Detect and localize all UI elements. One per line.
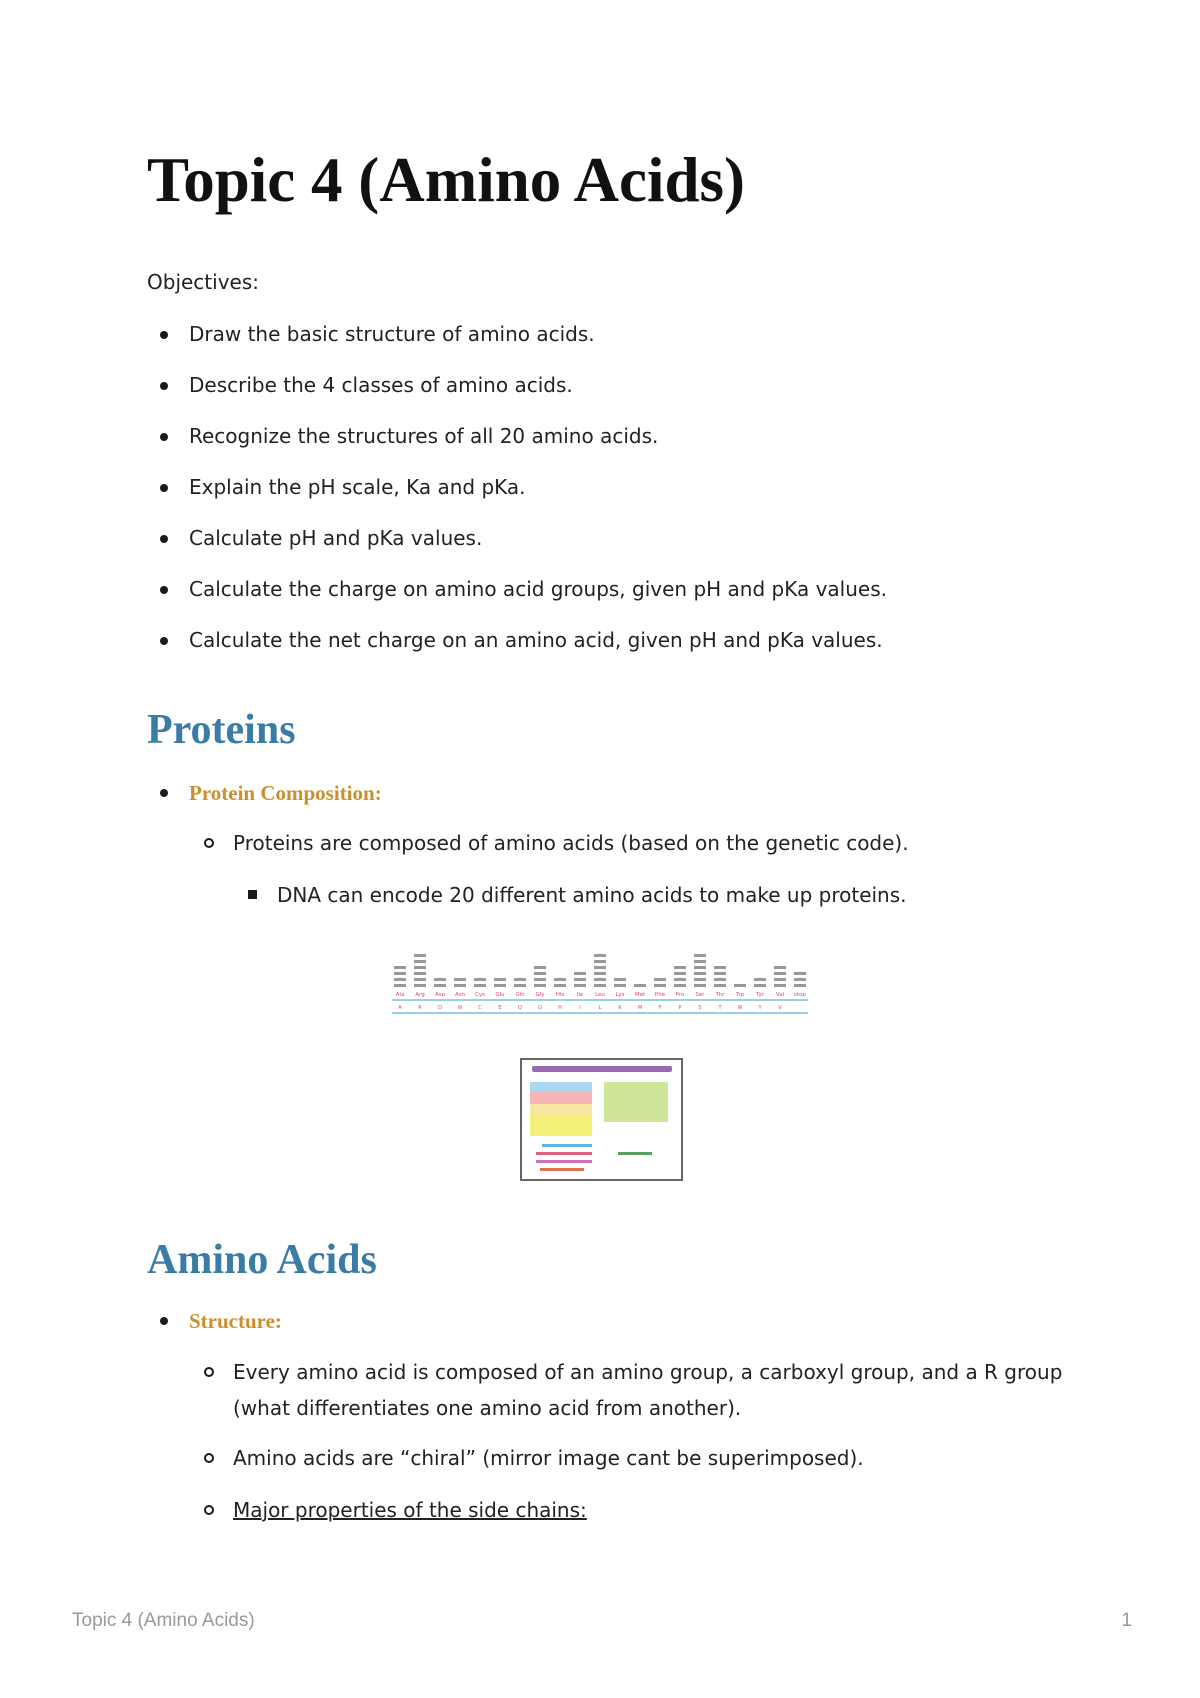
- amino-acid-label: Gln: [515, 992, 525, 998]
- codon-table-figure: [390, 940, 810, 1020]
- protein-composition-label: Protein Composition:: [189, 781, 382, 805]
- class-block-negative: [530, 1092, 592, 1104]
- legend-line: [540, 1168, 584, 1171]
- one-letter-code: R: [418, 1005, 422, 1011]
- codon-mark: [674, 972, 686, 975]
- bullet-icon: [160, 331, 168, 339]
- codon-mark: [534, 984, 546, 987]
- one-letter-code: L: [598, 1005, 602, 1011]
- footer-title: Topic 4 (Amino Acids): [72, 1610, 255, 1631]
- codon-mark: [494, 978, 506, 981]
- codon-mark: [714, 984, 726, 987]
- amino-acid-label: Ile: [576, 992, 584, 998]
- one-letter-code: A: [398, 1005, 402, 1011]
- codon-mark: [774, 972, 786, 975]
- codon-mark: [434, 978, 446, 981]
- legend-line: [618, 1152, 652, 1155]
- codon-mark: [394, 972, 406, 975]
- codon-mark: [414, 960, 426, 963]
- one-letter-code: V: [778, 1005, 782, 1011]
- codon-mark: [534, 978, 546, 981]
- hollow-bullet-icon: [204, 838, 214, 848]
- class-block-nonpolar: [530, 1082, 592, 1092]
- codon-mark: [574, 984, 586, 987]
- codon-mark: [414, 972, 426, 975]
- amino-acid-label: Lys: [615, 992, 625, 998]
- codon-mark: [594, 978, 606, 981]
- codon-mark: [594, 954, 606, 957]
- class-block-positive: [604, 1082, 668, 1122]
- one-letter-code: Q: [518, 1005, 522, 1011]
- codon-mark: [654, 984, 666, 987]
- one-letter-code: K: [618, 1005, 622, 1011]
- square-bullet-icon: [248, 890, 257, 899]
- codon-mark: [694, 960, 706, 963]
- codon-mark: [414, 954, 426, 957]
- codon-mark: [794, 978, 806, 981]
- amino-acid-label: Ala: [395, 992, 405, 998]
- structure-label: Structure:: [189, 1309, 282, 1333]
- codon-mark: [694, 966, 706, 969]
- amino-acid-label: His: [555, 992, 565, 998]
- one-letter-code: T: [718, 1005, 722, 1011]
- amino-acid-label: Asn: [454, 992, 466, 998]
- codon-mark: [674, 966, 686, 969]
- codon-mark: [574, 978, 586, 981]
- chiral-text: Amino acids are “chiral” (mirror image cant be superimposed).: [233, 1446, 864, 1470]
- one-letter-code: H: [558, 1005, 562, 1011]
- amino-acid-label: Asp: [434, 992, 446, 998]
- amino-acid-label: Leu: [595, 992, 605, 998]
- one-letter-code: N: [458, 1005, 462, 1011]
- bullet-icon: [160, 1317, 168, 1325]
- codon-mark: [414, 978, 426, 981]
- codon-mark: [594, 972, 606, 975]
- codon-mark: [594, 984, 606, 987]
- one-letter-code: D: [438, 1005, 442, 1011]
- list-item: Calculate the net charge on an amino acid, given pH and pKa values.: [147, 623, 1107, 674]
- list-item: Recognize the structures of all 20 amino acids.: [147, 419, 1107, 470]
- dna-text: DNA can encode 20 different amino acids to make up proteins.: [277, 883, 907, 907]
- bullet-icon: [160, 484, 168, 492]
- legend-line: [542, 1144, 592, 1147]
- codon-mark: [794, 984, 806, 987]
- codon-mark: [394, 978, 406, 981]
- codon-mark: [394, 984, 406, 987]
- codon-mark: [594, 960, 606, 963]
- codon-mark: [594, 966, 606, 969]
- codon-mark: [634, 984, 646, 987]
- codon-mark: [754, 978, 766, 981]
- one-letter-code: F: [658, 1005, 662, 1011]
- codon-mark: [514, 984, 526, 987]
- one-letter-code: I: [579, 1005, 581, 1011]
- hollow-bullet-icon: [204, 1367, 214, 1377]
- list-item: Draw the basic structure of amino acids.: [147, 317, 1107, 368]
- codon-mark: [394, 966, 406, 969]
- section-heading-proteins: Proteins: [147, 707, 296, 753]
- codon-mark: [534, 966, 546, 969]
- codon-mark: [694, 984, 706, 987]
- codon-mark: [774, 978, 786, 981]
- objectives-list: [147, 317, 1107, 674]
- bullet-icon: [160, 382, 168, 390]
- amino-acid-label: Thr: [715, 992, 725, 998]
- codon-mark: [754, 984, 766, 987]
- codon-mark: [694, 978, 706, 981]
- codon-mark: [614, 984, 626, 987]
- one-letter-code: W: [737, 1005, 743, 1011]
- codon-mark: [714, 966, 726, 969]
- one-letter-code: M: [637, 1005, 643, 1011]
- bullet-icon: [160, 433, 168, 441]
- amino-acid-classes-figure: [520, 1058, 683, 1181]
- codon-mark: [434, 984, 446, 987]
- codon-mark: [514, 978, 526, 981]
- structure-text: Every amino acid is composed of an amino group, a carboxyl group, and a R group: [233, 1360, 1063, 1384]
- codon-mark: [414, 966, 426, 969]
- one-letter-code: G: [538, 1005, 542, 1011]
- amino-acid-label: Cys: [475, 992, 485, 998]
- codon-mark: [694, 954, 706, 957]
- page-number: 1: [1121, 1610, 1132, 1631]
- bullet-icon: [160, 535, 168, 543]
- codon-mark: [454, 978, 466, 981]
- codon-mark: [654, 978, 666, 981]
- list-item: Calculate pH and pKa values.: [147, 521, 1107, 572]
- codon-mark: [614, 978, 626, 981]
- amino-acid-label: Tyr: [755, 992, 765, 998]
- legend-line: [536, 1152, 592, 1155]
- one-letter-code: P: [678, 1005, 682, 1011]
- one-letter-code: E: [498, 1005, 502, 1011]
- codon-mark: [474, 984, 486, 987]
- amino-acid-label: Phe: [654, 992, 666, 998]
- codon-mark: [454, 984, 466, 987]
- composition-text: Proteins are composed of amino acids (based on the genetic code).: [233, 831, 909, 855]
- amino-acid-label: Glu: [495, 992, 505, 998]
- codon-mark: [694, 972, 706, 975]
- hollow-bullet-icon: [204, 1505, 214, 1515]
- side-chain-properties-link: Major properties of the side chains:: [233, 1498, 587, 1522]
- list-item: Calculate the charge on amino acid groups, given pH and pKa values.: [147, 572, 1107, 623]
- amino-acid-label: Pro: [675, 992, 685, 998]
- one-letter-code: C: [478, 1005, 482, 1011]
- codon-mark: [674, 984, 686, 987]
- list-item: Describe the 4 classes of amino acids.: [147, 368, 1107, 419]
- page-title: Topic 4 (Amino Acids): [147, 145, 746, 215]
- codon-mark: [554, 984, 566, 987]
- class-block-polar: [530, 1104, 592, 1116]
- codon-mark: [774, 984, 786, 987]
- section-heading-amino-acids: Amino Acids: [147, 1237, 377, 1283]
- codon-mark: [414, 984, 426, 987]
- legend-line: [536, 1160, 592, 1163]
- codon-mark: [794, 972, 806, 975]
- amino-acid-label: Ser: [695, 992, 705, 998]
- structure-text-continued: (what differentiates one amino acid from another).: [233, 1396, 742, 1420]
- one-letter-code: S: [698, 1005, 702, 1011]
- bullet-icon: [160, 586, 168, 594]
- codon-mark: [714, 972, 726, 975]
- codon-mark: [534, 972, 546, 975]
- codon-mark: [774, 966, 786, 969]
- amino-acid-label: Gly: [535, 992, 545, 998]
- bullet-icon: [160, 637, 168, 645]
- amino-acid-label: stop: [794, 992, 806, 998]
- codon-mark: [554, 978, 566, 981]
- codon-mark: [674, 978, 686, 981]
- class-block-hydrophobic: [530, 1116, 592, 1136]
- codon-mark: [734, 984, 746, 987]
- amino-acid-label: Arg: [415, 992, 425, 998]
- amino-acid-label: Met: [634, 992, 646, 998]
- bullet-icon: [160, 789, 168, 797]
- one-letter-code: Y: [758, 1005, 762, 1011]
- codon-mark: [474, 978, 486, 981]
- list-item: Explain the pH scale, Ka and pKa.: [147, 470, 1107, 521]
- codon-mark: [714, 978, 726, 981]
- codon-mark: [574, 972, 586, 975]
- objectives-label: Objectives:: [147, 270, 259, 294]
- hollow-bullet-icon: [204, 1453, 214, 1463]
- amino-acid-label: Val: [775, 992, 785, 998]
- amino-acid-label: Trp: [735, 992, 745, 998]
- figure-title-bar: [532, 1066, 672, 1072]
- codon-mark: [494, 984, 506, 987]
